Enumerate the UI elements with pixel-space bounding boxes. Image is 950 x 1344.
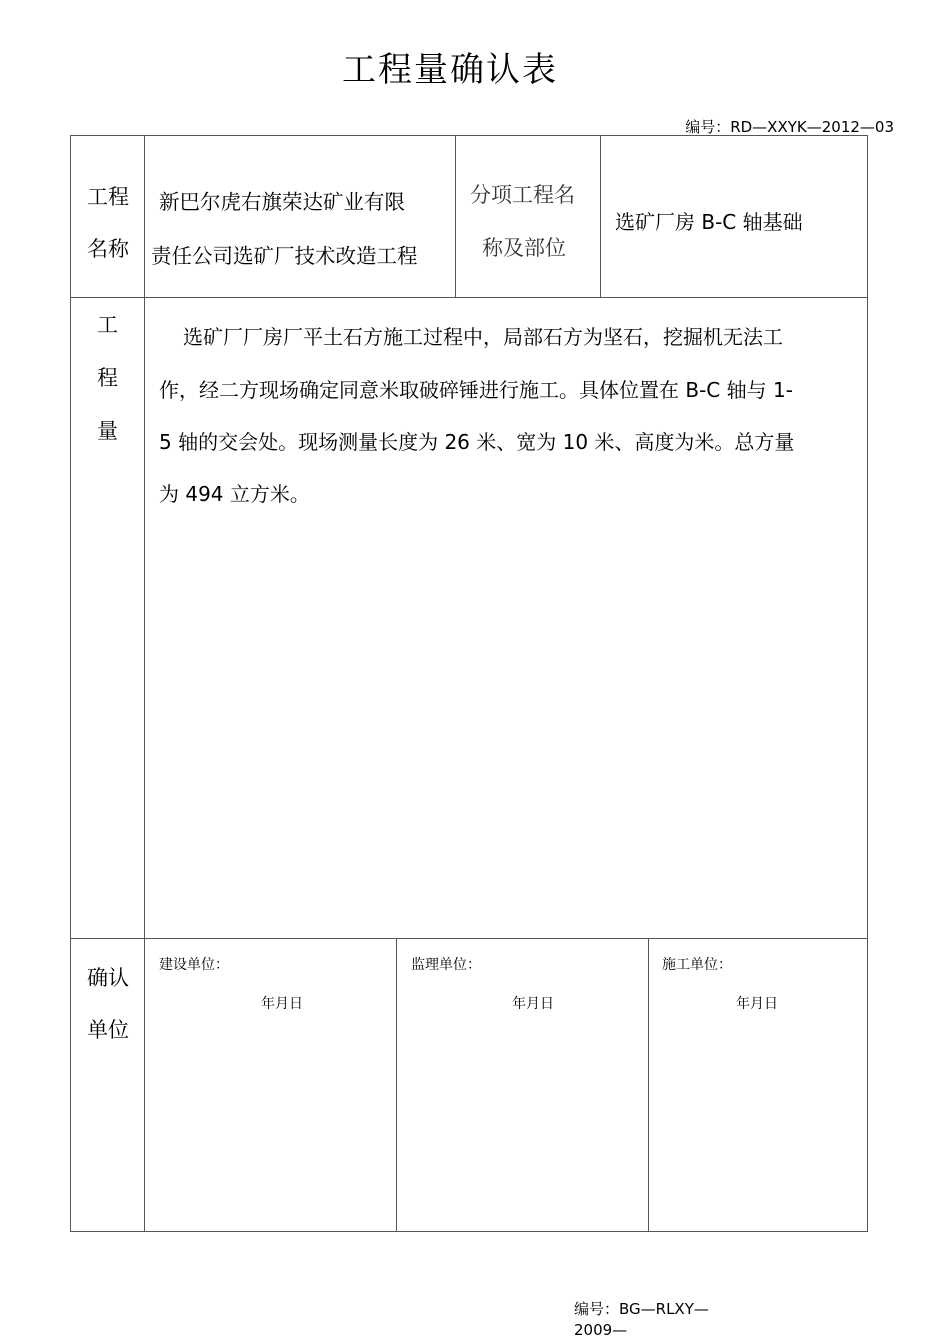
row1-divider-a xyxy=(455,136,456,297)
project-name-value-line2: 责任公司选矿厂技术改造工程 xyxy=(151,244,418,268)
quantity-content-line1: 选矿厂厂房厂平土石方施工过程中，局部石方为坚石，挖掘机无法工 xyxy=(183,325,783,349)
quantity-content-line2: 作，经二方现场确定同意米取破碎锤进行施工。具体位置在 B-C 轴与 1- xyxy=(159,378,793,402)
sub-item-value: 选矿厂房 B-C 轴基础 xyxy=(615,210,803,234)
label-column-divider xyxy=(144,136,145,1231)
contractor-unit-label: 施工单位： xyxy=(662,957,732,973)
document-number-bottom-line1: 编号：BG—RLXY— xyxy=(574,1300,709,1318)
document-number-bottom xyxy=(574,1299,724,1341)
quantity-label-char-1: 工 xyxy=(97,313,118,337)
quantity-label-char-3: 量 xyxy=(97,419,118,443)
quantity-content-line4: 为 494 立方米。 xyxy=(159,482,310,506)
project-name-label-line1: 工程 xyxy=(87,185,129,209)
row3-divider-a xyxy=(396,938,397,1231)
row-divider-1 xyxy=(71,297,867,298)
supervisor-unit-label: 监理单位： xyxy=(411,957,481,973)
quantity-label-char-2: 程 xyxy=(97,366,118,390)
project-name-label-line2: 名称 xyxy=(87,237,129,261)
sub-item-label-line2: 称及部位 xyxy=(482,236,566,260)
supervisor-unit-date: 年月日 xyxy=(512,996,554,1012)
confirm-unit-label-line2: 单位 xyxy=(87,1018,129,1042)
owner-unit-date: 年月日 xyxy=(261,996,303,1012)
row1-divider-b xyxy=(600,136,601,297)
row-divider-2 xyxy=(71,938,867,939)
page-title: 工程量确认表 xyxy=(342,50,558,90)
confirm-unit-label-line1: 确认 xyxy=(87,966,129,990)
confirmation-table xyxy=(70,135,868,1232)
row3-divider-b xyxy=(648,938,649,1231)
document-number-top: 编号：RD—XXYK—2012—03 xyxy=(685,118,894,136)
project-name-value-line1: 新巴尔虎右旗荣达矿业有限 xyxy=(159,190,405,214)
owner-unit-label: 建设单位： xyxy=(159,957,229,973)
quantity-content-line3: 5 轴的交会处。现场测量长度为 26 米、宽为 10 米、高度为米。总方量 xyxy=(159,430,795,454)
sub-item-label-line1: 分项工程名 xyxy=(470,183,575,207)
contractor-unit-date: 年月日 xyxy=(736,996,778,1012)
document-number-bottom-line2: 2009— xyxy=(574,1321,628,1339)
